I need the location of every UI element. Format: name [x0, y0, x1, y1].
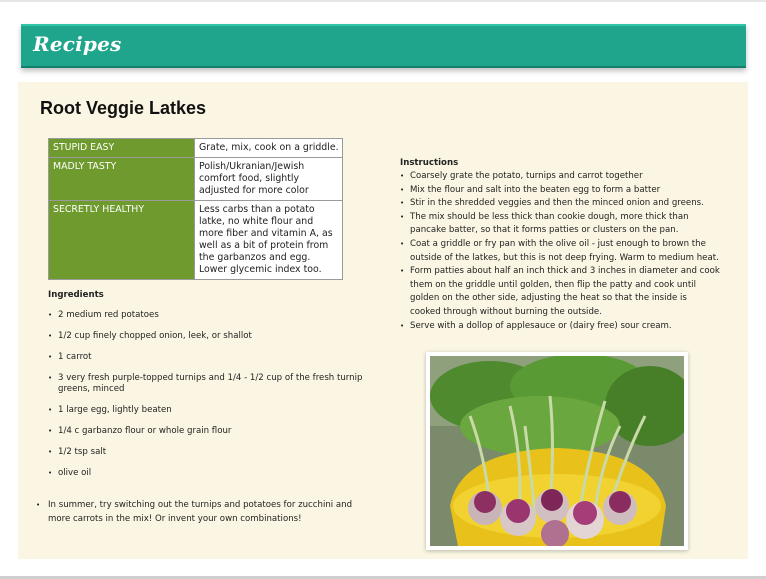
- recipe-title: Root Veggie Latkes: [40, 98, 207, 118]
- list-item: • 2 medium red potatoes: [48, 310, 368, 321]
- top-divider: [0, 0, 766, 2]
- trait-text: Polish/Ukranian/Jewish comfort food, slightly adjusted for more color: [195, 158, 343, 201]
- list-item: • olive oil: [48, 468, 368, 479]
- list-item: • 1 large egg, lightly beaten: [48, 405, 368, 416]
- table-row: [49, 158, 343, 201]
- list-item: • The mix should be less thick than cookie dough, more thick than pancake batter, so that it forms patties or clusters on the pan.: [400, 211, 720, 238]
- ingredients-list: [48, 310, 368, 489]
- table-row: [49, 139, 343, 158]
- recipe-card: [18, 82, 748, 559]
- list-item: • 1/2 tsp salt: [48, 447, 368, 458]
- turnip-photo: [426, 352, 688, 550]
- header-banner: [21, 24, 746, 68]
- ingredients-heading: Ingredients: [48, 290, 104, 300]
- list-item: • Coat a griddle or fry pan with the olive oil - just enough to brown the outside of the latkes, but this is not deep frying. Warm to medium heat.: [400, 238, 720, 265]
- trait-label: SECRETLY HEALTHY: [49, 201, 195, 280]
- list-item: • Mix the flour and salt into the beaten egg to form a batter: [400, 184, 720, 198]
- list-item: • 3 very fresh purple-topped turnips and 1/4 - 1/2 cup of the fresh turnip greens, minced: [48, 373, 368, 395]
- list-item: • 1/2 cup finely chopped onion, leek, or shallot: [48, 331, 368, 342]
- list-item: • Coarsely grate the potato, turnips and carrot together: [400, 170, 720, 184]
- traits-table: [48, 138, 343, 280]
- turnip-photo-illustration: [430, 356, 684, 546]
- list-item: • 1/4 c garbanzo flour or whole grain flour: [48, 426, 368, 437]
- list-item: • Stir in the shredded veggies and then the minced onion and greens.: [400, 197, 720, 211]
- summer-note: • In summer, try switching out the turnips and potatoes for zucchini and more carrots in the mix! Or invent your own combinations!: [36, 498, 368, 526]
- banner-title: Recipes: [33, 32, 122, 56]
- trait-label: MADLY TASTY: [49, 158, 195, 201]
- instructions-list: [400, 170, 720, 333]
- table-row: [49, 201, 343, 280]
- list-item: • Form patties about half an inch thick and 3 inches in diameter and cook them on the griddle until golden, then flip the patty and cook until golden on the other side, adjusting the heat so that the inside is cooked through without burning the outside.: [400, 265, 720, 319]
- list-item: • Serve with a dollop of applesauce or (dairy free) sour cream.: [400, 320, 720, 334]
- list-item: • 1 carrot: [48, 352, 368, 363]
- trait-text: Grate, mix, cook on a griddle.: [195, 139, 343, 158]
- trait-text: Less carbs than a potato latke, no white flour and more fiber and vitamin A, as well as a bit of protein from the garbanzos and egg. Lower glycemic index too.: [195, 201, 343, 280]
- trait-label: STUPID EASY: [49, 139, 195, 158]
- instructions-heading: Instructions: [400, 158, 459, 168]
